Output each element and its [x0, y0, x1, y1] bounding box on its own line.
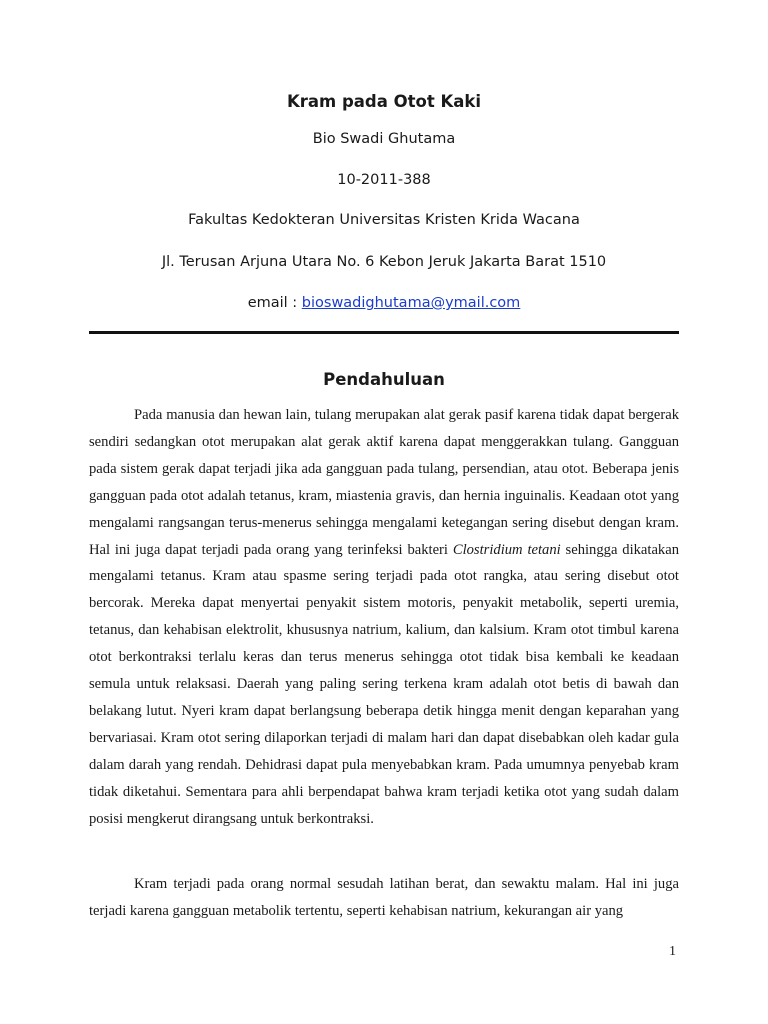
- paragraph-1-text-b: sehingga dikatakan mengalami tetanus. Kram atau spasme sering terjadi pada otot rangka, atau sering disebut otot bercorak. Mereka dapat menyertai penyakit sistem motoris, penyakit metabolik, seperti uremia, tetanus, dan kehabisan elektrolit, khususnya natrium, kalium, dan kalsium. Kram otot timbul karena otot berkontraksi terlalu keras dan terus menerus sehingga otot tidak bisa kembali ke keadaan semula untuk relaksasi. Daerah yang paling sering terkena kram adalah otot betis di bawah dan belakang lutut. Nyeri kram dapat berlangsung beberapa detik hingga menit dengan keparahan yang bervariasai. Kram otot sering dilaporkan terjadi di malam hari dan dapat disebabkan oleh kadar gula dalam darah yang rendah. Dehidrasi dapat pula menyebabkan kram. Pada umumnya penyebab kram tidak diketahui. Sementara para ahli berpendapat bahwa kram terjadi ketika otot yang sudah dalam posisi mengkerut dirangsang untuk berkontraksi.: [89, 541, 680, 827]
- document-title: Kram pada Otot Kaki: [286, 92, 482, 111]
- paragraph-1-text-a: Pada manusia dan hewan lain, tulang merupakan alat gerak pasif karena tidak dapat bergerak sendiri sedangkan otot merupakan alat gerak aktif karena dapat menggerakkan tulang. Gangguan pada sistem gerak dapat terjadi jika ada gangguan pada tulang, persendian, atau otot. Beberapa jenis gangguan pada otot adalah tetanus, kram, miastenia gravis, dan hernia inguinalis. Keadaan otot yang mengalami rangsangan terus-menerus sehingga mengalami ketegangan sering disebut dengan kram. Hal ini juga dapat terjadi pada orang yang terinfeksi bakteri: [89, 407, 679, 558]
- address: Jl. Terusan Arjuna Utara No. 6 Kebon Jeruk Jakarta Barat 1510: [161, 254, 607, 270]
- paragraph-2-text: Kram terjadi pada orang normal sesudah latihan berat, dan sewaktu malam. Hal ini juga terjadi karena gangguan metabolik tertentu, seperti kehabisan natrium, kekurangan air yang: [89, 876, 679, 919]
- section-heading: Pendahuluan: [323, 370, 445, 389]
- bacteria-name: Clostridium tetani: [452, 541, 561, 558]
- email-link[interactable]: bioswadighutama@ymail.com: [301, 295, 521, 311]
- page-number: 1: [669, 944, 676, 959]
- paragraph-1: [89, 402, 679, 833]
- student-id: 10-2011-388: [337, 172, 431, 188]
- paragraph-2: [89, 871, 679, 925]
- affiliation: Fakultas Kedokteran Universitas Kristen Krida Wacana: [188, 212, 580, 228]
- email-label: email :: [247, 295, 302, 311]
- header-divider: [89, 331, 679, 334]
- author-name: Bio Swadi Ghutama: [312, 131, 456, 147]
- email-line: [0, 295, 768, 311]
